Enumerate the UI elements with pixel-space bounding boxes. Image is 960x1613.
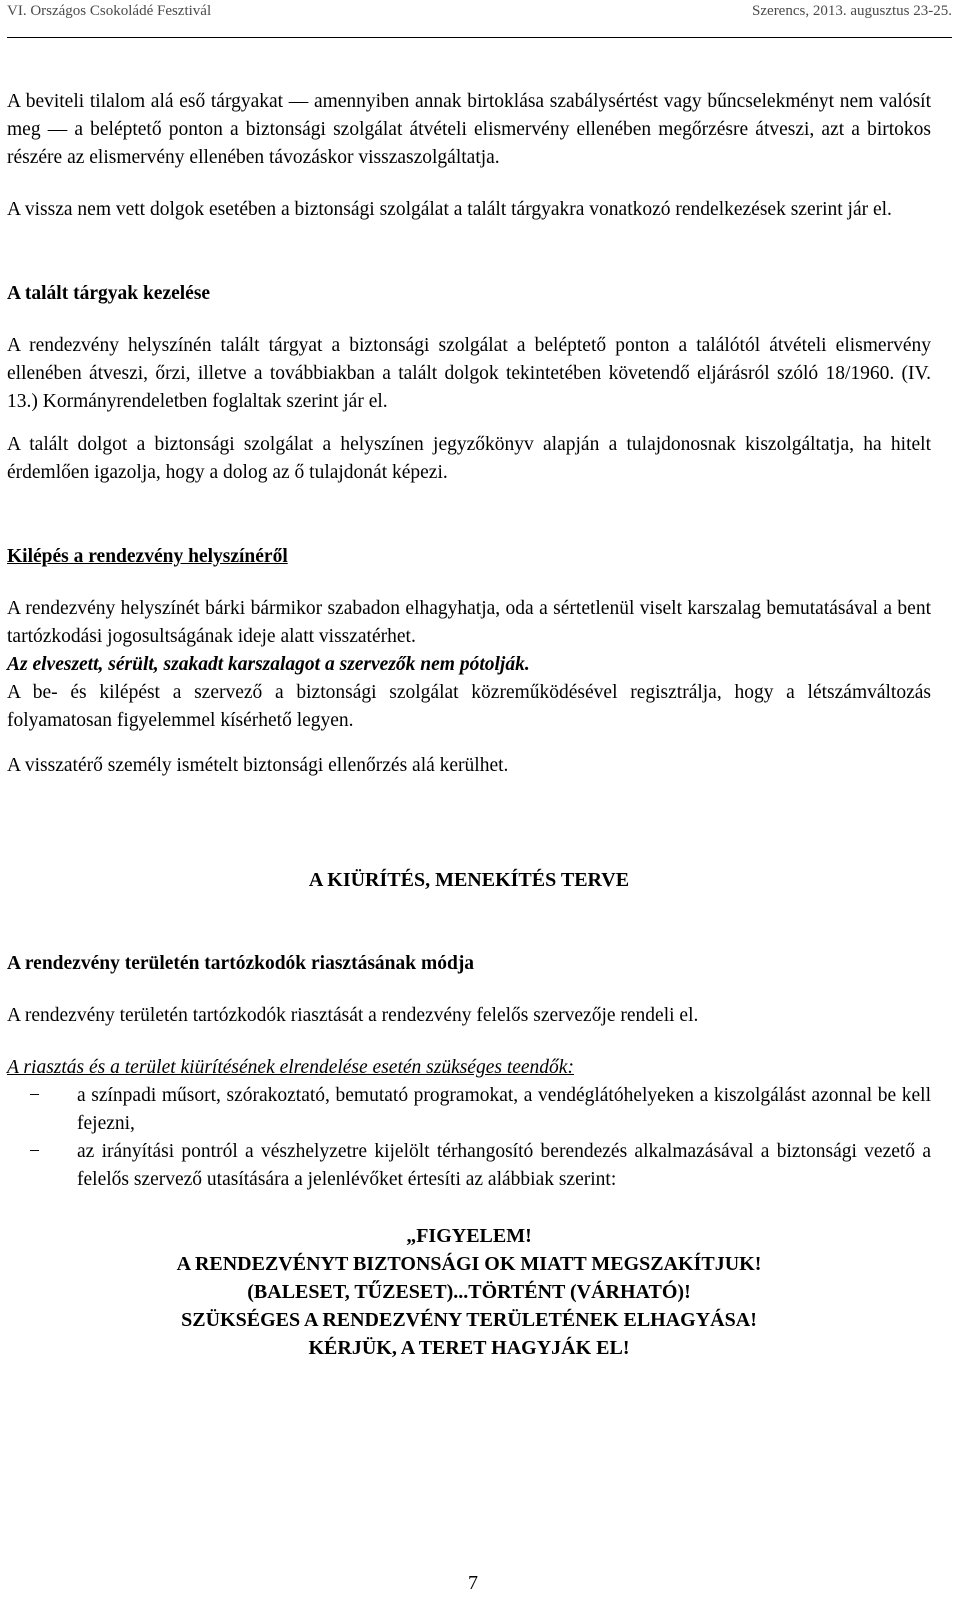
paragraph-beviteli-tilalom: A beviteli tilalom alá eső tárgyakat — amennyiben annak birtoklása szabálysértést vagy bűncselekményt nem valósít meg — a beléptető ponton a biztonsági szolgálat átvételi elismervény ellenében megőrzésre átveszi, azt a birtokos részére az elismervény ellenében távozáskor visszaszolgáltatja. — [7, 91, 931, 168]
paragraph-talalt-targy-atvetel: A rendezvény helyszínén talált tárgyat a biztonsági szolgálat a beléptető ponton a találótól átvételi elismervény ellenében átveszi, őrzi, illetve a továbbiakban a talált dolgok tekintetében követendő eljárásról szóló 18/1960. (IV. 13.) Kormányrendeletben foglaltak szerint jár el. — [7, 335, 931, 412]
list-dash: − — [29, 1085, 40, 1106]
warning-announcement — [7, 1222, 931, 1362]
list-item-text: a színpadi műsort, szórakoztató, bemutató programokat, a vendéglátóhelyeken a kiszolgálást azonnal be kell fejezni, — [77, 1085, 931, 1134]
teendok-list — [7, 1082, 931, 1194]
page-header — [7, 0, 952, 38]
list-item-text: az irányítási pontról a vészhelyzetre kijelölt térhangosító berendezés alkalmazásával a biztonsági vezető a felelős szervező utasítására a jelenlévőket értesíti az alábbiak szerint: — [77, 1141, 931, 1190]
heading-riasztas-modja: A rendezvény területén tartózkodók riasztásának módja — [7, 953, 475, 974]
section-title-kiurites: A KIÜRÍTÉS, MENEKÍTÉS TERVE — [308, 869, 630, 891]
document-body — [7, 74, 931, 1362]
paragraph-riasztas-elrendeles: A rendezvény területén tartózkodók riasztását a rendezvény felelős szervezője rendeli el. — [7, 1005, 699, 1026]
heading-talalt-targyak: A talált tárgyak kezelése — [7, 283, 211, 304]
list-item — [7, 1082, 931, 1138]
paragraph-kilepes-szabadon: A rendezvény helyszínét bárki bármikor szabadon elhagyhatja, oda a sértetlenül viselt karszalag bemutatásával a bent tartózkodási jogosultságának ideje alatt visszatérhet. — [7, 598, 931, 647]
warning-line: KÉRJÜK, A TERET HAGYJÁK EL! — [308, 1337, 630, 1359]
list-item — [7, 1138, 931, 1194]
paragraph-vissza-nem-vett: A vissza nem vett dolgok esetében a biztonsági szolgálat a talált tárgyakra vonatkozó rendelkezések szerint jár el. — [7, 199, 892, 220]
header-location-date: Szerencs, 2013. augusztus 23-25. — [752, 3, 952, 19]
warning-line: SZÜKSÉGES A RENDEZVÉNY TERÜLETÉNEK ELHAGYÁSA! — [181, 1309, 757, 1331]
heading-kilepes: Kilépés a rendezvény helyszínéről — [7, 546, 288, 567]
paragraph-visszatero-szemely: A visszatérő személy ismételt biztonsági ellenőrzés alá kerülhet. — [7, 755, 509, 776]
paragraph-talalt-dolog-kiszolgaltatas: A talált dolgot a biztonsági szolgálat a helyszínen jegyzőkönyv alapján a tulajdonosnak kiszolgáltatja, ha hitelt érdemlően igazolja, hogy a dolog az ő tulajdonát képezi. — [7, 434, 931, 483]
page-number: 7 — [468, 1572, 478, 1594]
warning-line: A RENDEZVÉNYT BIZTONSÁGI OK MIATT MEGSZAKÍTJUK! — [176, 1253, 762, 1275]
warning-line: „FIGYELEM! — [406, 1225, 532, 1247]
warning-line: (BALESET, TŰZESET)...TÖRTÉNT (VÁRHATÓ)! — [247, 1281, 691, 1303]
paragraph-karszalag-nem-potoljak: Az elveszett, sérült, szakadt karszalagot a szervezők nem pótolják. — [7, 654, 530, 675]
header-event-title: VI. Országos Csokoládé Fesztivál — [7, 3, 212, 19]
paragraph-be-kilepes-regisztracio: A be- és kilépést a szervező a biztonsági szolgálat közreműködésével regisztrálja, hogy a létszámváltozás folyamatosan figyelemmel kísérhető legyen. — [7, 682, 931, 731]
list-dash: − — [29, 1141, 40, 1162]
paragraph-szukseges-teendok: A riasztás és a terület kiürítésének elrendelése esetén szükséges teendők: — [7, 1057, 574, 1078]
